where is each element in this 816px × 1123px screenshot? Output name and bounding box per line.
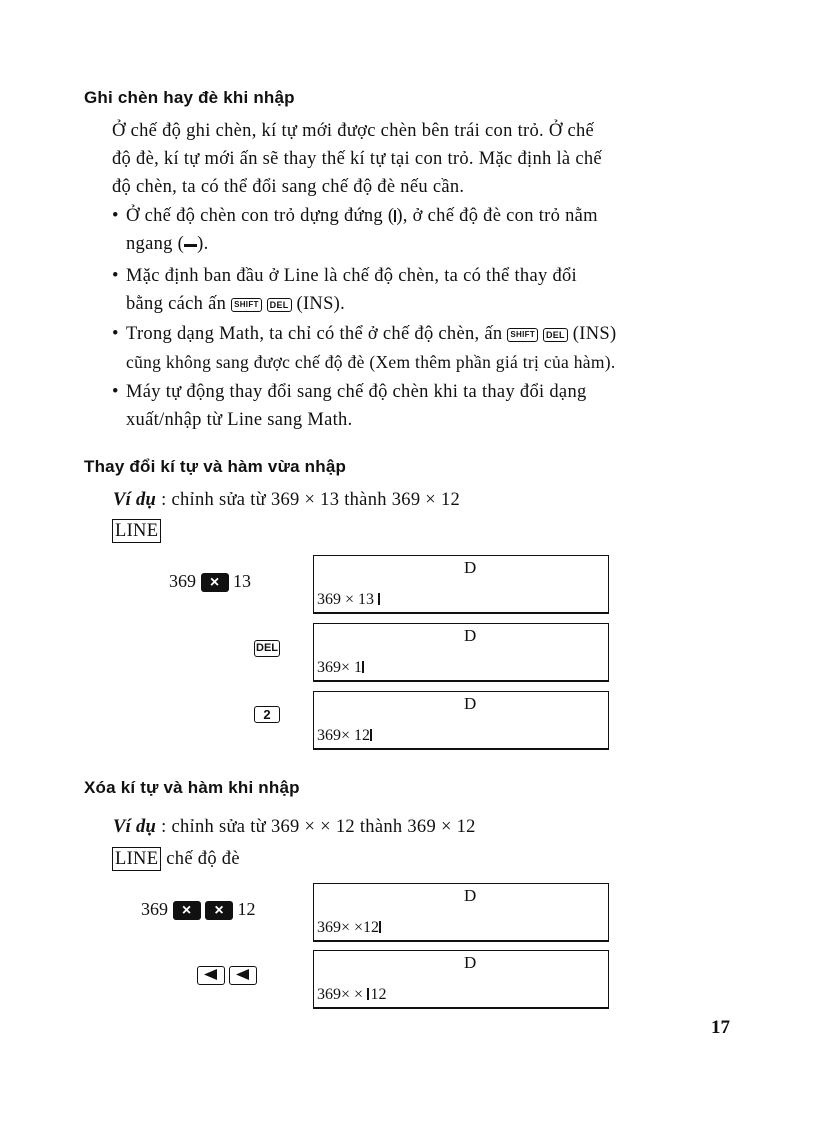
bullet-text: bằng cách ấn [126, 294, 227, 314]
key-sequence [197, 964, 257, 985]
bullet-default-insert [112, 262, 738, 318]
section-heading-change-chars: Thay đổi kí tự và hàm vừa nhập [84, 457, 347, 476]
example-line [113, 486, 460, 514]
shift-key-icon: SHIFT [507, 328, 538, 342]
bullet-text: Máy tự động thay đổi sang chế độ chèn khi ta thay đổi dạng [126, 382, 587, 402]
multiply-key-icon: × [173, 901, 201, 920]
display-text: 12 [370, 986, 387, 1003]
two-key-icon: 2 [254, 706, 280, 723]
display-text: 369× 1 [317, 659, 363, 676]
section-heading-insert-overwrite: Ghi chèn hay đè khi nhập [84, 88, 295, 107]
para-line: độ đè, kí tự mới ấn sẽ thay thế kí tự tại con trỏ. Mặc định là chế [112, 149, 602, 169]
degree-indicator: D [464, 558, 477, 577]
calculator-display [313, 623, 609, 682]
section-heading-delete-chars: Xóa kí tự và hàm khi nhập [84, 778, 300, 797]
bullet-text: (INS) [572, 324, 617, 344]
cursor-icon [367, 988, 369, 1000]
key-sequence [254, 638, 280, 657]
display-expression [317, 659, 364, 677]
bullet-math-mode [112, 320, 738, 376]
del-key-icon: DEL [543, 328, 568, 342]
input-number: 13 [233, 571, 251, 591]
left-arrow-key-icon [197, 966, 225, 985]
cursor-icon [378, 593, 380, 605]
page-number: 17 [711, 1017, 730, 1038]
bullet-dot: • [112, 266, 119, 286]
example-text: : chỉnh sửa từ 369 × × 12 thành 369 × 12 [161, 817, 476, 837]
display-expression [317, 986, 387, 1004]
multiply-key-icon: × [201, 573, 229, 592]
bullet-auto-switch [112, 378, 738, 434]
calculator-display [313, 691, 609, 750]
degree-indicator: D [464, 886, 477, 905]
degree-indicator: D [464, 626, 477, 645]
intro-paragraph [112, 117, 737, 201]
example-label: Ví dụ [113, 817, 157, 837]
bullet-text: Trong dạng Math, ta chỉ có thể ở chế độ chèn, ấn [126, 324, 503, 344]
overwrite-cursor-icon [184, 244, 197, 247]
input-number: 369 [169, 571, 196, 591]
mode-box [112, 845, 240, 873]
degree-indicator: D [464, 694, 477, 713]
key-sequence [254, 706, 280, 724]
cursor-icon [370, 729, 372, 741]
bullet-dot: • [112, 382, 119, 402]
para-line: Ở chế độ ghi chèn, kí tự mới được chèn bên trái con trỏ. Ở chế [112, 121, 595, 141]
key-sequence [169, 571, 251, 592]
display-expression [317, 591, 380, 609]
del-key-icon: DEL [267, 298, 292, 312]
display-expression [317, 919, 381, 937]
bullet-text: (INS). [296, 294, 346, 314]
bullet-text: ). [197, 234, 209, 254]
display-text: 369× × [317, 986, 368, 1003]
key-sequence [141, 899, 256, 920]
bullet-text: xuất/nhập từ Line sang Math. [126, 410, 353, 430]
cursor-icon [379, 921, 381, 933]
multiply-key-icon: × [205, 901, 233, 920]
bullet-dot: • [112, 324, 119, 344]
display-text: 369× 12 [317, 727, 371, 744]
display-text: 369× ×12 [317, 919, 380, 936]
calculator-display [313, 883, 609, 942]
example-label: Ví dụ [113, 490, 157, 510]
bullet-text: ), ở chế độ đè con trỏ nằm [396, 206, 598, 226]
bullet-text: cũng không sang được chế độ đè (Xem thêm phần giá trị của hàm). [126, 352, 616, 372]
mode-label: LINE [112, 519, 161, 543]
left-arrow-key-icon [229, 966, 257, 985]
bullet-text: Ở chế độ chèn con trỏ dựng đứng ( [126, 206, 395, 226]
para-line: độ chèn, ta có thể đổi sang chế độ đè nếu cần. [112, 177, 465, 197]
input-number: 369 [141, 899, 168, 919]
example-line [113, 813, 476, 841]
del-key-icon: DEL [254, 640, 280, 657]
cursor-icon [362, 661, 364, 673]
shift-key-icon: SHIFT [231, 298, 262, 312]
display-expression [317, 727, 372, 745]
calculator-display [313, 555, 609, 614]
mode-note: chế độ đè [166, 849, 240, 869]
degree-indicator: D [464, 953, 477, 972]
bullet-cursor-shape [112, 202, 738, 258]
bullet-text: Mặc định ban đầu ở Line là chế độ chèn, ta có thể thay đổi [126, 266, 577, 286]
mode-label: LINE [112, 847, 161, 871]
example-text: : chỉnh sửa từ 369 × 13 thành 369 × 12 [161, 490, 461, 510]
display-text: 369 × 13 [317, 591, 379, 608]
input-number: 12 [237, 899, 256, 919]
mode-box [112, 517, 161, 545]
calculator-display [313, 950, 609, 1009]
bullet-dot: • [112, 206, 119, 226]
bullet-text: ngang ( [126, 234, 185, 254]
